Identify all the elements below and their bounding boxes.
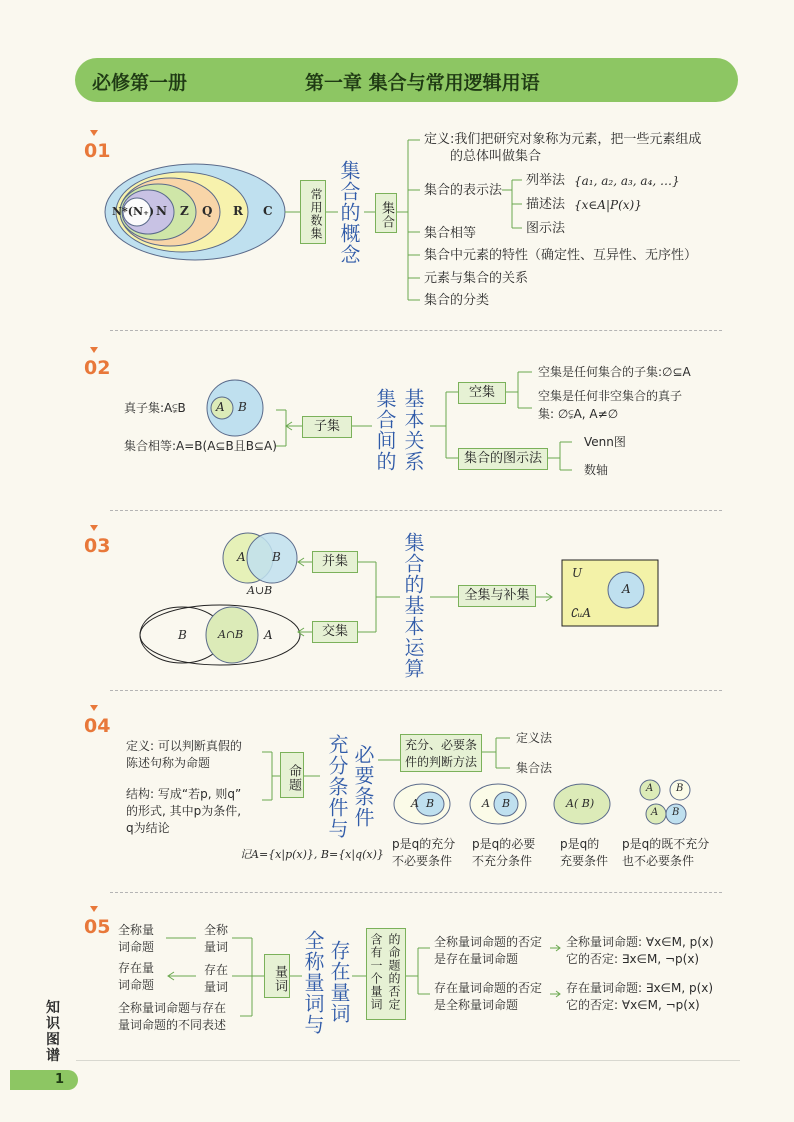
- empty-set-fact-1: 空集是任何集合的子集:∅⊆A: [538, 365, 691, 379]
- necessary-and-sufficient-line1: p是q的: [560, 837, 600, 851]
- neither-condition-line1: p是q的既不充分: [622, 837, 710, 851]
- roster-example: {a₁, a₂, a₃, a₄, …}: [574, 174, 680, 188]
- ellipse1-a-label: A: [411, 797, 419, 810]
- set-equality-def: 集合相等:A=B(A⊆B且B⊆A): [124, 439, 277, 453]
- set-box: 集合: [375, 193, 397, 233]
- complement-label: ∁ᵤA: [570, 606, 592, 620]
- pair1-b-label: B: [676, 783, 684, 794]
- different-expressions-line1: 全称量词命题与存在: [118, 1001, 227, 1015]
- venn-label-n: N: [156, 204, 167, 218]
- intersection-caption: A∩B: [218, 628, 244, 641]
- union-caption: A∪B: [247, 584, 273, 597]
- existential-proposition-line1: 存在量: [118, 961, 155, 975]
- union-a-label: A: [237, 550, 246, 564]
- empty-set-box: 空集: [458, 382, 506, 404]
- venn-diagram: Venn图: [584, 435, 626, 449]
- element-properties: 集合中元素的特性（确定性、互异性、无序性）: [424, 248, 698, 263]
- negation-box-right: 的命题的否定: [387, 933, 401, 1011]
- intersection-a-label: A: [264, 628, 273, 642]
- page-number-tab: [10, 1070, 78, 1090]
- proposition-def-line2: 陈述句称为命题: [126, 756, 211, 770]
- element-set-relation: 元素与集合的关系: [424, 271, 529, 286]
- pair1-a-label: A: [646, 783, 654, 794]
- circle-b-label: B: [238, 400, 247, 414]
- set-notation: 记A={x|p(x)}, B={x|q(x)}: [240, 848, 384, 861]
- venn-label-q: Q: [202, 204, 213, 218]
- venn-label-c: C: [263, 204, 273, 218]
- venn-label-z: Z: [180, 204, 189, 218]
- pair2-b-label: B: [672, 807, 680, 818]
- set-builder-method: 描述法: [526, 197, 566, 212]
- negation-existential-line2: 是全称量词命题: [434, 998, 519, 1012]
- footer-rule: [76, 1060, 740, 1061]
- section-number: 02: [84, 357, 111, 379]
- topic-relation-left: 集合间的: [373, 388, 397, 472]
- universal-quantifier-line2: 量词: [204, 940, 229, 954]
- negation-universal-line1: 全称量词命题的否定: [434, 935, 543, 949]
- set-diagram-box: 集合的图示法: [458, 448, 548, 470]
- topic-set-concept: 集合的概念: [337, 160, 361, 265]
- different-expressions-line2: 量词命题的不同表述: [118, 1018, 227, 1032]
- ellipse2-b-label: B: [502, 797, 511, 810]
- existential-proposition-line2: 词命题: [118, 978, 155, 992]
- empty-set-fact-2-line1: 空集是任何非空集合的真子: [538, 389, 683, 403]
- quantifier-box: 量词: [264, 954, 290, 998]
- book-title: 必修第一册: [92, 72, 188, 94]
- union-box: 并集: [312, 551, 358, 573]
- sufficient-not-necessary-line1: p是q的充分: [392, 837, 456, 851]
- negation-box-left: 含有一个量词: [369, 933, 383, 1011]
- existential-quantifier-line1: 存在: [204, 963, 229, 977]
- subset-box: 子集: [302, 416, 352, 438]
- pair2-a-label: A: [651, 807, 659, 818]
- sufficient-not-necessary-line2: 不必要条件: [392, 854, 453, 868]
- topic-set-operations: 集合的基本运算: [401, 532, 425, 679]
- judgement-method-line2: 件的判断方法: [404, 755, 477, 769]
- set-method: 集合法: [516, 761, 553, 775]
- existential-quantifier-line2: 量词: [204, 980, 229, 994]
- universal-set-label: U: [572, 566, 583, 580]
- set-classification: 集合的分类: [424, 293, 490, 308]
- universal-example-line1: 全称量词命题: ∀x∈M, p(x): [566, 935, 714, 949]
- circle-a-label: A: [216, 400, 225, 414]
- ellipse3-label: A( B): [566, 797, 595, 810]
- ellipse1-b-label: B: [426, 797, 435, 810]
- proposition-structure-line3: q为结论: [126, 821, 170, 835]
- complement-a-label: A: [622, 582, 631, 596]
- page-number: 1: [55, 1072, 65, 1087]
- intersection-box: 交集: [312, 621, 358, 643]
- definition-method: 定义法: [516, 731, 553, 745]
- section-number: 03: [84, 535, 111, 557]
- set-equality: 集合相等: [424, 226, 477, 241]
- set-builder-example: {x∈A|P(x)}: [574, 198, 642, 212]
- venn-label-nstar: N*(N₊): [112, 205, 155, 218]
- neither-condition-line2: 也不必要条件: [622, 854, 695, 868]
- chapter-title: 第一章 集合与常用逻辑用语: [305, 72, 540, 94]
- necessary-not-sufficient-line2: 不充分条件: [472, 854, 533, 868]
- knowledge-map-label: 知识图谱: [46, 1000, 60, 1064]
- venn-label-r: R: [233, 204, 243, 218]
- common-number-sets-box: 常用数集: [300, 180, 326, 244]
- set-definition-line1: 定义:我们把研究对象称为元素，把一些元素组成: [424, 132, 702, 147]
- necessary-and-sufficient-line2: 充要条件: [560, 854, 609, 868]
- section-number: 01: [84, 140, 111, 162]
- diagram-method: 图示法: [526, 221, 566, 236]
- section-number: 04: [84, 715, 111, 737]
- union-b-label: B: [272, 550, 281, 564]
- set-representation: 集合的表示法: [424, 183, 503, 198]
- topic-quantifiers-left: 全称量词与: [301, 930, 325, 1035]
- universal-example-line2: 它的否定: ∃x∈M, ¬p(x): [566, 952, 700, 966]
- proper-subset: 真子集:A⫋B: [124, 401, 186, 415]
- proposition-box: 命题: [280, 752, 304, 798]
- proposition-structure-line2: 的形式, 其中p为条件,: [126, 804, 242, 818]
- proposition-structure-line1: 结构: 写成“若p, 则q”: [126, 787, 242, 801]
- universal-proposition-line1: 全称量: [118, 923, 155, 937]
- universal-complement-box: 全集与补集: [458, 585, 536, 607]
- ellipse2-a-label: A: [482, 797, 490, 810]
- necessary-not-sufficient-line1: p是q的必要: [472, 837, 536, 851]
- negation-universal-line2: 是存在量词命题: [434, 952, 519, 966]
- topic-conditions-left: 充分条件与: [325, 734, 349, 839]
- topic-conditions-right: 必要条件: [351, 744, 375, 828]
- topic-quantifiers-right: 存在量词: [327, 940, 351, 1024]
- intersection-b-label: B: [178, 628, 187, 642]
- number-line: 数轴: [584, 463, 609, 477]
- set-definition-line2: 的总体叫做集合: [450, 149, 542, 164]
- topic-relation-right: 基本关系: [401, 388, 425, 472]
- negation-existential-line1: 存在量词命题的否定: [434, 981, 543, 995]
- roster-method: 列举法: [526, 173, 566, 188]
- universal-quantifier-line1: 全称: [204, 923, 229, 937]
- section-number: 05: [84, 916, 111, 938]
- judgement-method-line1: 充分、必要条: [404, 738, 477, 752]
- empty-set-fact-2-line2: 集: ∅⫋A, A≠∅: [538, 407, 619, 421]
- existential-example-line2: 它的否定: ∀x∈M, ¬p(x): [566, 998, 700, 1012]
- negation-box: [366, 928, 406, 1020]
- proposition-def-line1: 定义: 可以判断真假的: [126, 739, 242, 753]
- existential-example-line1: 存在量词命题: ∃x∈M, p(x): [566, 981, 714, 995]
- universal-proposition-line2: 词命题: [118, 940, 155, 954]
